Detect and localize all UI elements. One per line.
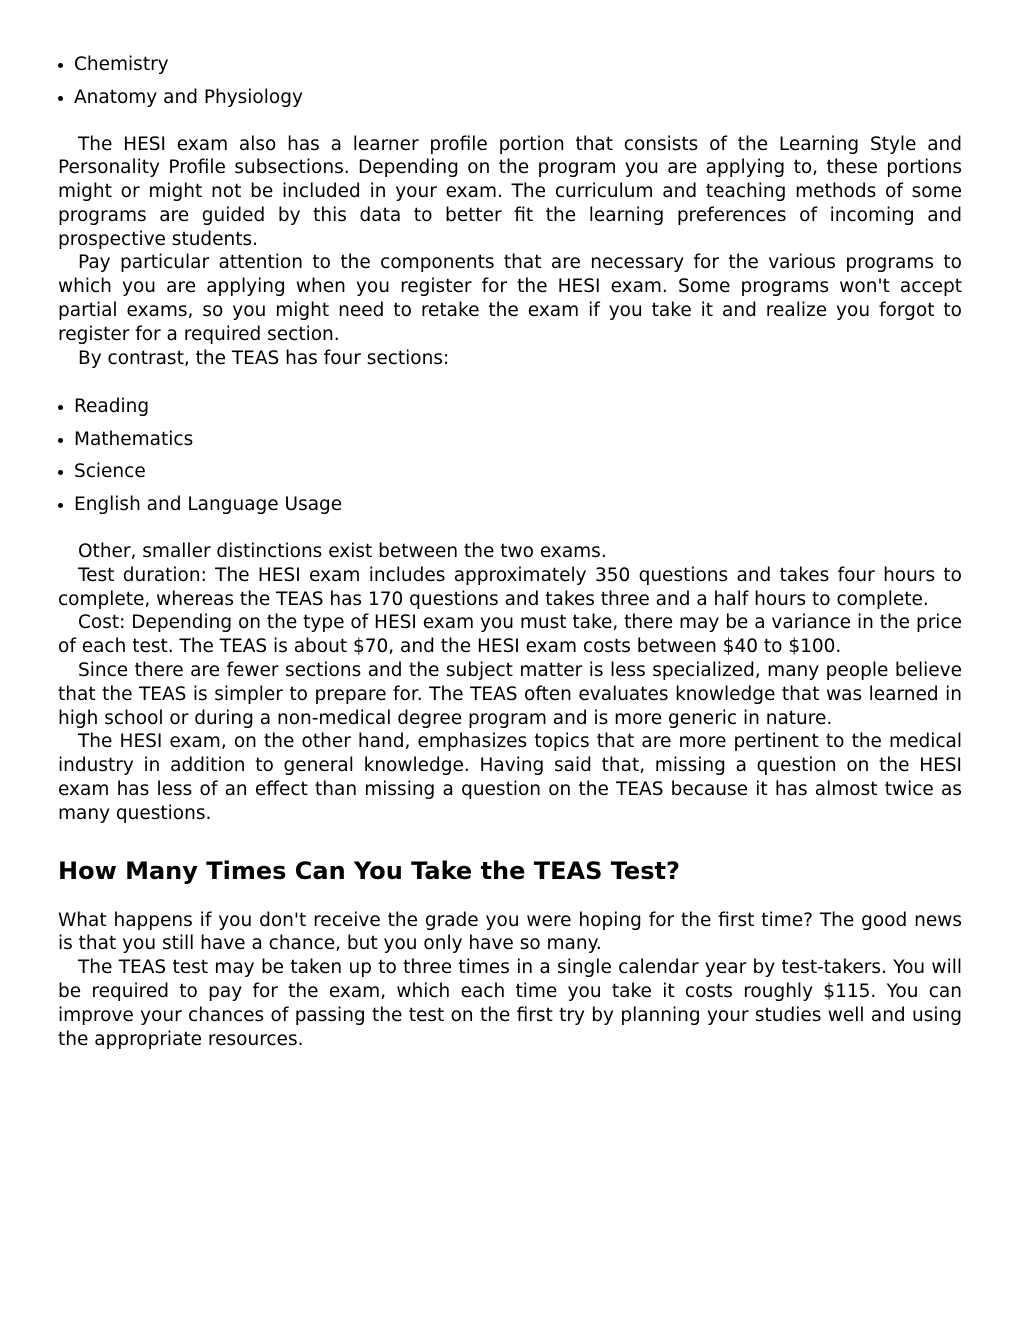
paragraph-retake-limit: The TEAS test may be taken up to three times in a single calendar year by test-takers. You will be required to pay for the exam, which each time you take it costs roughly $115. You can improve your chances of passing the test on the first try by planning your studies well and using the appropriate resources. (58, 957, 962, 1050)
list-item: Anatomy and Physiology (58, 86, 962, 110)
subject-list-teas (58, 395, 962, 517)
paragraph-simpler-prep: Since there are fewer sections and the subject matter is less specialized, many people believe that the TEAS is simpler to prepare for. The TEAS often evaluates knowledge that was learned in high school or during a non-medical degree program and is more generic in nature. (58, 659, 962, 729)
paragraph-distinctions: Other, smaller distinctions exist between the two exams. (78, 540, 607, 562)
list-item: Chemistry (58, 53, 962, 77)
subject-list-hesi (58, 53, 962, 110)
paragraph-register-components: Pay particular attention to the components that are necessary for the various programs to which you are applying when you register for the HESI exam. Some programs won't accept partial exams, so you might need to retake the exam if you take it and realize you forgot to register for a required section. (58, 252, 962, 345)
paragraph-hesi-emphasis: The HESI exam, on the other hand, emphasizes topics that are more pertinent to the medical industry in addition to general knowledge. Having said that, missing a question on the HESI exam has less of an effect than missing a question on the TEAS because it has almost twice as many questions. (58, 731, 962, 824)
bullet-icon (58, 470, 63, 475)
paragraph-learner-profile: The HESI exam also has a learner profile portion that consists of the Learning Style and Personality Profile subsections. Depending on the program you are applying to, these portions might or might not be included in your exam. The curriculum and teaching methods of some programs are guided by this data to better fit the learning preferences of incoming and prospective students. (58, 133, 962, 250)
bullet-icon (58, 503, 63, 508)
paragraph-teas-sections-intro: By contrast, the TEAS has four sections: (78, 347, 450, 369)
list-item: English and Language Usage (58, 493, 962, 517)
bullet-icon (58, 63, 63, 68)
paragraph-cost: Cost: Depending on the type of HESI exam you must take, there may be a variance in the price of each test. The TEAS is about $70, and the HESI exam costs between $40 to $100. (58, 612, 962, 658)
section-heading: How Many Times Can You Take the TEAS Test? (58, 856, 680, 885)
paragraph-test-duration: Test duration: The HESI exam includes approximately 350 questions and takes four hours to complete, whereas the TEAS has 170 questions and takes three and a half hours to complete. (58, 564, 962, 610)
bullet-icon (58, 96, 63, 101)
bullet-icon (58, 438, 63, 443)
paragraph-retake-question: What happens if you don't receive the grade you were hoping for the first time? The good news is that you still have a chance, but you only have so many. (58, 909, 962, 955)
list-item: Science (58, 460, 962, 484)
bullet-icon (58, 405, 63, 410)
list-item: Reading (58, 395, 962, 419)
list-item: Mathematics (58, 428, 962, 452)
